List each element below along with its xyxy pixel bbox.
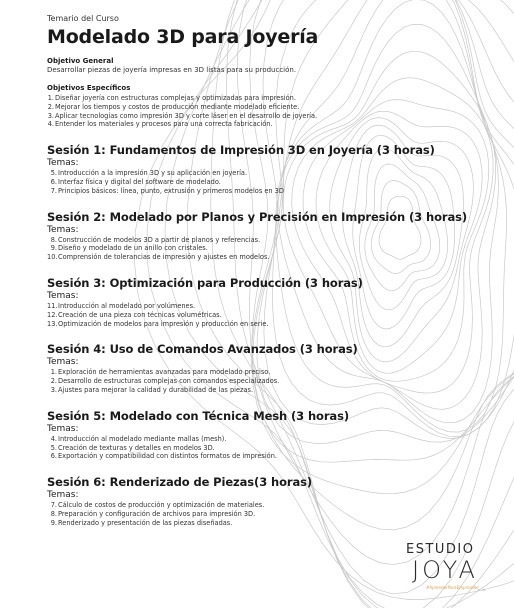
list-item: 5. Introducción a la impresión 3D y su aplicación en joyería.: [50, 169, 248, 178]
session-topics-list: [47, 368, 502, 394]
session-topics-list: [47, 169, 502, 195]
list-item: 3. Aplicar tecnologías como impresión 3D y corte láser en el desarrollo de joyería.: [47, 111, 318, 120]
list-item: 1. Diseñar joyería con estructuras complejas y optimizadas para impresión.: [47, 94, 296, 102]
list-item: 5. Creación de texturas y detalles en modelos 3D.: [50, 443, 215, 452]
session-topics-label: Temas:: [47, 357, 79, 368]
session-title: Sesión 2: Modelado por Planos y Precisión en Impresión (3 horas): [47, 209, 468, 224]
list-item: 7. Principios básicos: línea, punto, extrusión y primeros modelos en 3D: [50, 186, 284, 195]
session-topics-label: Temas:: [47, 224, 79, 235]
list-item: 12. Creación de una pieza con técnicas volumétricas.: [47, 310, 222, 319]
session-title: Sesión 6: Renderizado de Piezas(3 horas): [47, 475, 313, 490]
list-item: 10. Comprensión de tolerancias de impresión y ajustes en modelos.: [47, 253, 270, 262]
session-topics-label: Temas:: [47, 423, 79, 434]
list-item: 7. Cálculo de costos de producción y optimización de materiales.: [50, 501, 265, 510]
course-title: Modelado 3D para Joyería: [47, 26, 319, 48]
session-topics-list: [47, 236, 502, 262]
specific-objectives-list: [47, 94, 502, 129]
session-topics-label: Temas:: [47, 290, 79, 301]
session-1: [47, 143, 502, 195]
session-topics-label: Temas:: [47, 158, 79, 169]
session-3: [47, 276, 502, 328]
estudio-joya-logo: [406, 543, 492, 590]
session-topics-list: [47, 302, 502, 328]
list-item: 3. Ajustes para mejorar la calidad y durabilidad de las piezas.: [50, 385, 254, 394]
logo-main-text: JOYA TM: [406, 557, 492, 583]
session-6: [47, 475, 502, 527]
session-title: Sesión 3: Optimización para Producción (3 horas): [47, 275, 363, 290]
list-item: 4. Entender los materiales y procesos para una correcta fabricación.: [47, 120, 273, 129]
general-objective-heading: Objetivo General: [47, 57, 114, 65]
list-item: 9. Diseño y modelado de un anillo con cristales.: [50, 244, 208, 253]
session-topics-list: [47, 501, 502, 527]
list-item: 8. Construcción de modelos 3D a partir de planos y referencias.: [50, 235, 261, 244]
session-title: Sesión 4: Uso de Comandos Avanzados (3 horas): [47, 342, 358, 357]
session-topics-label: Temas:: [47, 490, 79, 501]
document-kicker: Temario del Curso: [47, 14, 119, 23]
list-item: 2. Mejorar los tiempos y costos de producción mediante modelado eficiente.: [47, 102, 300, 111]
session-title: Sesión 1: Fundamentos de Impresión 3D en Joyería (3 horas): [47, 143, 435, 158]
session-topics-list: [47, 435, 502, 461]
session-4: [47, 342, 502, 394]
list-item: 4. Introducción al modelado mediante mallas (mesh).: [50, 434, 227, 443]
list-item: 13. Optimización de modelos para impresión y producción en serie.: [47, 319, 269, 328]
trademark-mark: TM: [477, 588, 488, 592]
list-item: 6. Exportación y compatibilidad con distintos formatos de impresión.: [50, 452, 277, 461]
list-item: 11. Introducción al modelado por volúmenes.: [47, 301, 196, 310]
list-item: 8. Preparación y configuración de archivos para impresión 3D.: [50, 509, 256, 518]
logo-tagline: #AprenderParaEmprender: [426, 585, 479, 590]
list-item: 1. Exploración de herramientas avanzadas para modelado preciso.: [50, 368, 271, 377]
session-title: Sesión 5: Modelado con Técnica Mesh (3 horas): [47, 408, 349, 423]
specific-objectives-heading: Objetivos Específicos: [47, 84, 131, 92]
course-document: [47, 14, 502, 528]
session-2: [47, 210, 502, 262]
general-objective-text: Desarrollar piezas de joyería impresas en 3D listas para su producción.: [47, 66, 297, 74]
logo-top-text: ESTUDIO: [406, 542, 475, 557]
list-item: 6. Interfaz física y digital del software de modelado.: [50, 177, 221, 186]
session-5: [47, 409, 502, 461]
list-item: 2. Desarrollo de estructuras complejas con comandos especializados.: [50, 377, 280, 386]
list-item: 9. Renderizado y presentación de las piezas diseñadas.: [50, 518, 233, 527]
